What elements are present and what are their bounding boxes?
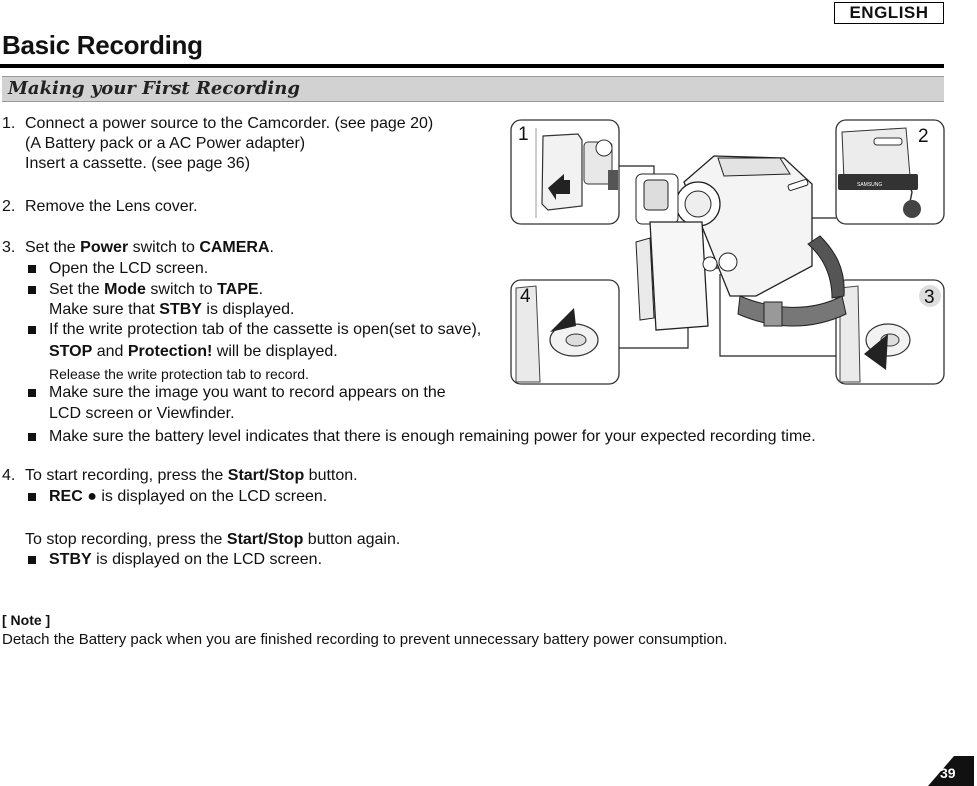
- step-3-bullet-3-line-2: STOP and Protection! will be displayed.: [49, 343, 338, 360]
- bullet-icon: [28, 389, 36, 397]
- bullet-icon: [28, 286, 36, 294]
- camcorder-illustration: [508, 118, 948, 388]
- section-header-bar: [2, 76, 944, 102]
- brand-text: SAMSUNG: [857, 182, 883, 188]
- step-1-line-3: Insert a cassette. (see page 36): [25, 155, 251, 172]
- step-4-bullet-1: REC ● is displayed on the LCD screen.: [49, 488, 328, 505]
- step-number: 3.: [2, 239, 16, 256]
- language-badge: ENGLISH: [834, 2, 944, 24]
- panel-lens-cover: [836, 120, 944, 224]
- note-title: [ Note ]: [2, 612, 51, 628]
- panel-lcd-switch: [511, 280, 619, 384]
- step-3-bullet-4-line-2: LCD screen or Viewfinder.: [49, 405, 235, 422]
- panel-battery: [511, 120, 619, 224]
- panel-label: 3: [924, 287, 935, 308]
- panel-label: 1: [518, 124, 529, 145]
- bullet-icon: [28, 326, 36, 334]
- bullet-icon: [28, 556, 36, 564]
- title-divider: [0, 64, 944, 68]
- step-2-line-1: Remove the Lens cover.: [25, 198, 198, 215]
- step-3-bullet-3: If the write protection tab of the cassette is open(set to save),: [49, 321, 482, 338]
- step-number: 4.: [2, 467, 16, 484]
- step-1-line-2: (A Battery pack or a AC Power adapter): [25, 135, 306, 152]
- step-4-stop-line: To stop recording, press the Start/Stop button again.: [25, 531, 401, 548]
- step-3-bullet-1: Open the LCD screen.: [49, 260, 209, 277]
- step-3-bullet-2: Set the Mode switch to TAPE.: [49, 281, 264, 298]
- panel-label: 2: [918, 126, 929, 147]
- step-4-bullet-2: STBY is displayed on the LCD screen.: [49, 551, 323, 568]
- bullet-icon: [28, 433, 36, 441]
- page-number-text: 39: [940, 765, 956, 781]
- section-title: Making your First Recording: [8, 78, 300, 99]
- bullet-icon: [28, 265, 36, 273]
- step-number: 1.: [2, 115, 16, 132]
- step-1-line-1: Connect a power source to the Camcorder. (see page 20): [25, 115, 434, 132]
- step-3-bullet-3-line-3: Release the write protection tab to record.: [49, 366, 309, 382]
- panel-label: 4: [520, 286, 531, 307]
- panel-mode-switch: [836, 280, 944, 384]
- page-title: Basic Recording: [2, 30, 203, 60]
- step-3-bullet-2-line-2: Make sure that STBY is displayed.: [49, 301, 295, 318]
- note-text: Detach the Battery pack when you are finished recording to prevent unnecessary battery power consumption.: [2, 631, 728, 648]
- step-number: 2.: [2, 198, 16, 215]
- step-3-bullet-4: Make sure the image you want to record appears on the: [49, 384, 446, 401]
- step-3-line-1: Set the Power switch to CAMERA.: [25, 239, 274, 256]
- step-4-line-1: To start recording, press the Start/Stop button.: [25, 467, 358, 484]
- bullet-icon: [28, 493, 36, 501]
- step-3-bullet-5: Make sure the battery level indicates that there is enough remaining power for your expected recording time.: [49, 428, 816, 445]
- camcorder-body: [636, 156, 846, 330]
- page-number: [928, 753, 974, 786]
